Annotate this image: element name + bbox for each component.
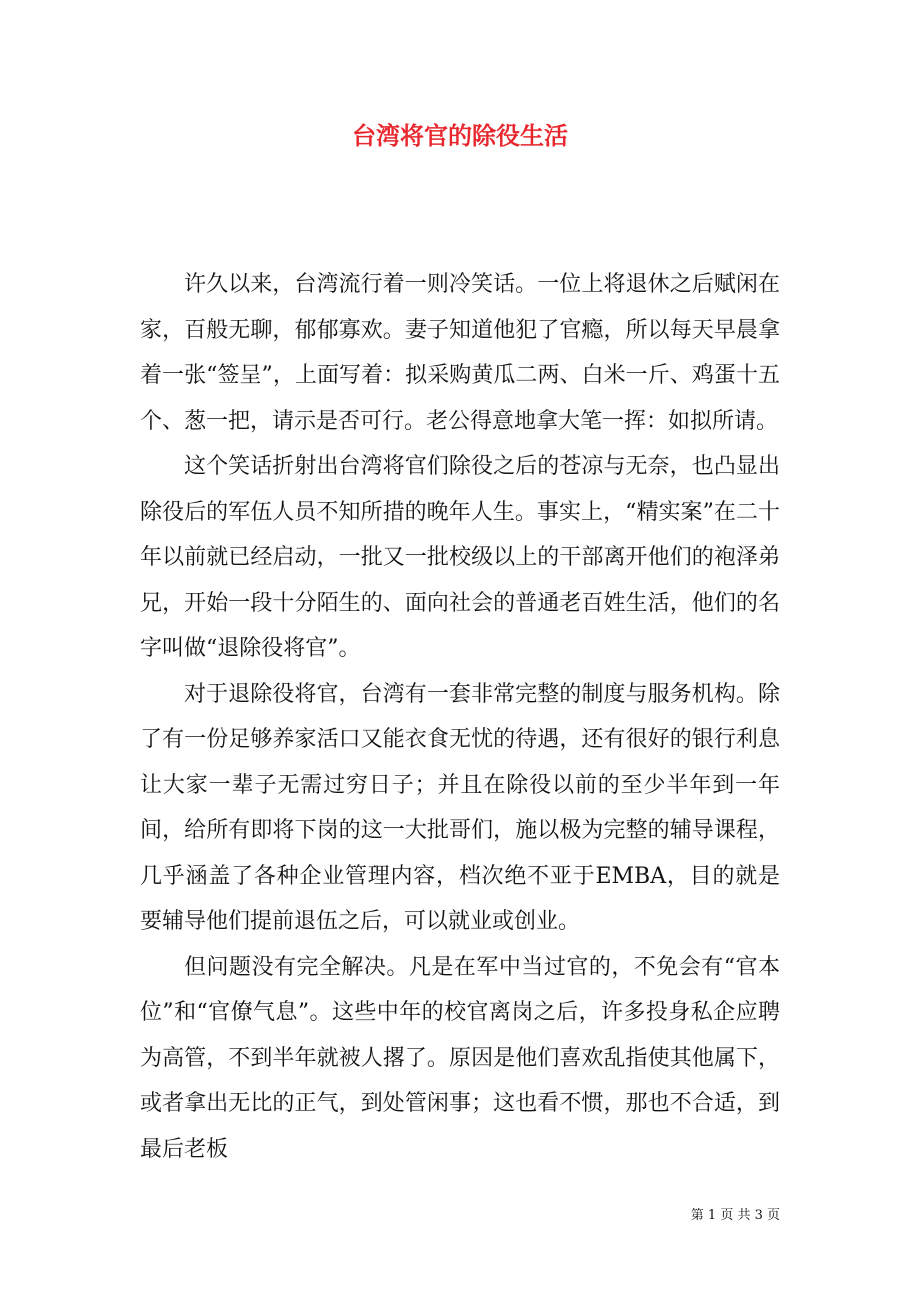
paragraph: 但问题没有完全解决。凡是在军中当过官的，不免会有“官本位”和“官僚气息”。这些中年的校官离岗之后，许多投身私企应聘为高管，不到半年就被人撂了。原因是他们喜欢乱指使其他属下，或者拿出无比的正气，到处管闲事；这也看不惯，那也不合适，到最后老板 — [140, 954, 780, 1162]
paragraph: 这个笑话折射出台湾将官们除役之后的苍凉与无奈，也凸显出除役后的军伍人员不知所措的晚年人生。事实上，“精实案”在二十年以前就已经启动，一批又一批校级以上的干部离开他们的袍泽弟兄，开始一段十分陌生的、面向社会的普通老百姓生活，他们的名字叫做“退除役将官”。 — [140, 454, 780, 661]
paragraph: 许久以来，台湾流行着一则冷笑话。一位上将退休之后赋闲在家，百般无聊，郁郁寡欢。妻子知道他犯了官瘾，所以每天早晨拿着一张“签呈”，上面写着：拟采购黄瓜二两、白米一斤、鸡蛋十五个、葱一把，请示是否可行。老公得意地拿大笔一挥：如拟所请。 — [140, 272, 780, 434]
page-number-footer: 第 1 页 共 3 页 — [690, 1208, 780, 1223]
document-body — [140, 262, 780, 1172]
document-title: 台湾将官的除役生活 — [352, 121, 568, 150]
paragraph: 对于退除役将官，台湾有一套非常完整的制度与服务机构。除了有一份足够养家活口又能衣食无忧的待遇，还有很好的银行利息让大家一辈子无需过穷日子；并且在除役以前的至少半年到一年间，给所有即将下岗的这一大批哥们，施以极为完整的辅导课程，几乎涵盖了各种企业管理内容，档次绝不亚于EMBA，目的就是要辅导他们提前退伍之后，可以就业或创业。 — [140, 681, 780, 934]
